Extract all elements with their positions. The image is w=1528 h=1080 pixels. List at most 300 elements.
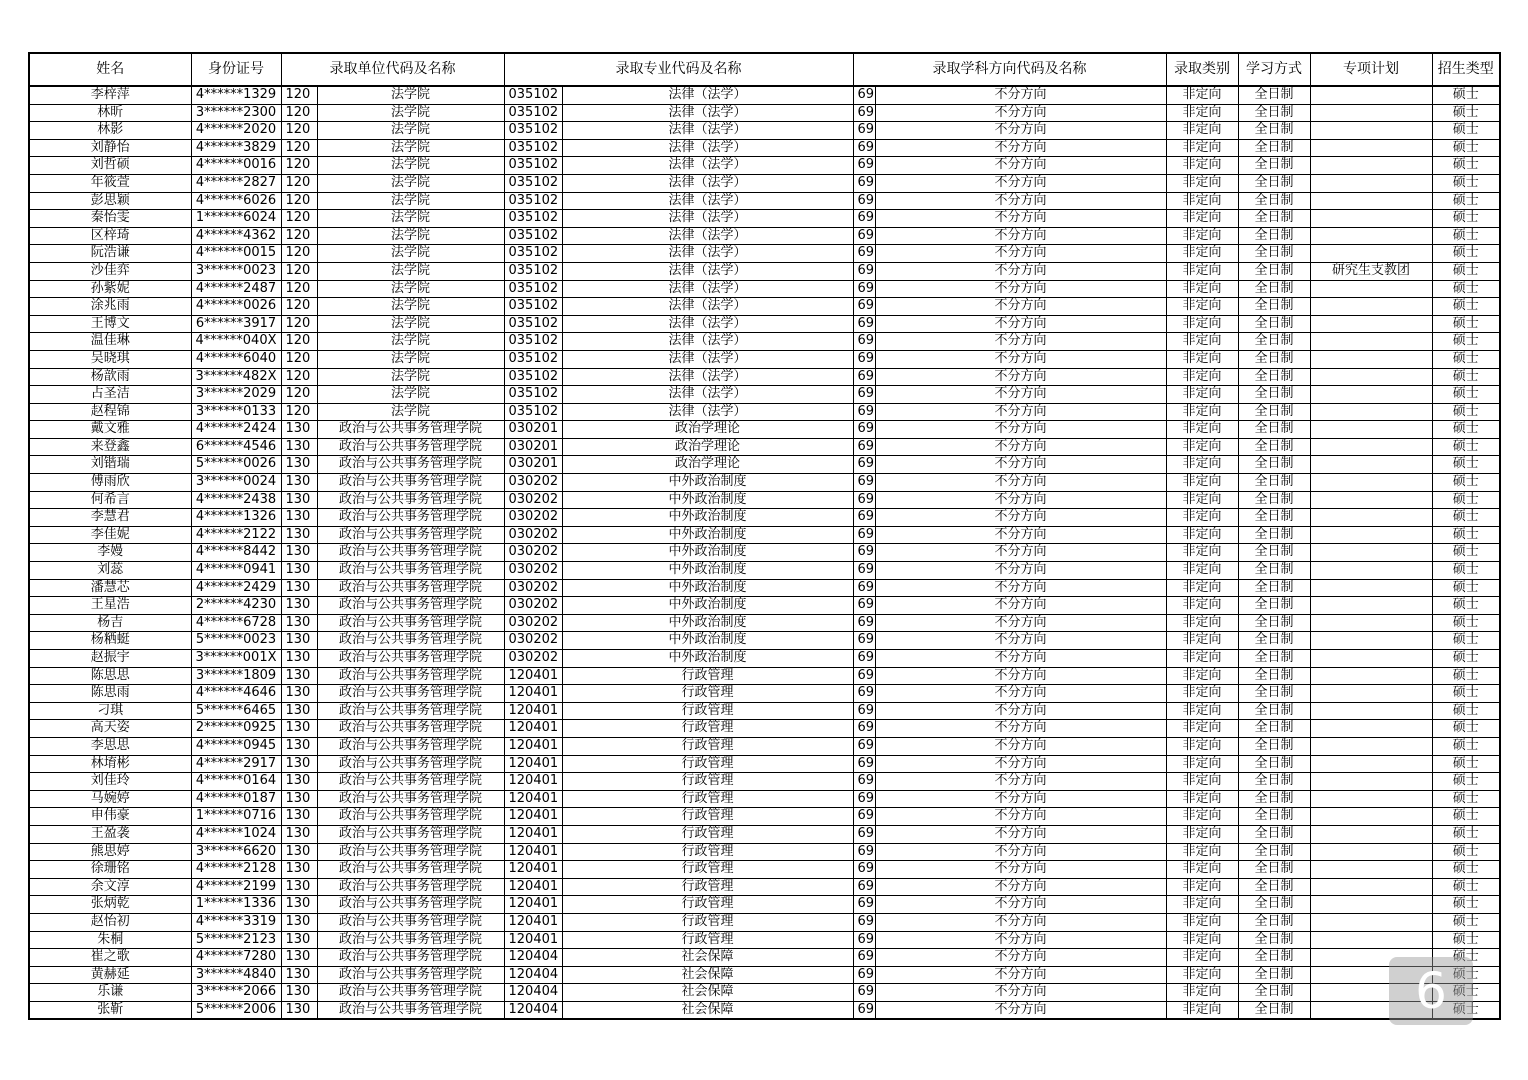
cell-major-name: 法律（法学） [562, 122, 853, 140]
cell-category: 非定向 [1166, 773, 1238, 791]
cell-major-code: 030201 [504, 421, 562, 439]
cell-major-code: 035102 [504, 245, 562, 263]
cell-unit-code: 130 [281, 526, 317, 544]
cell-unit-code: 120 [281, 333, 317, 351]
cell-major-code: 035102 [504, 227, 562, 245]
cell-mode: 全日制 [1238, 403, 1310, 421]
cell-id: 4******6728 [191, 614, 281, 632]
cell-id: 3******0024 [191, 474, 281, 492]
cell-category: 非定向 [1166, 790, 1238, 808]
cell-direction-name: 不分方向 [875, 597, 1166, 615]
cell-major-name: 法律（法学） [562, 104, 853, 122]
cell-direction-name: 不分方向 [875, 386, 1166, 404]
cell-unit-code: 120 [281, 174, 317, 192]
cell-direction-name: 不分方向 [875, 298, 1166, 316]
cell-type: 硕士 [1432, 474, 1500, 492]
table-row [29, 298, 1500, 316]
table-row [29, 526, 1500, 544]
cell-type: 硕士 [1432, 421, 1500, 439]
cell-unit-name: 政治与公共事务管理学院 [317, 667, 504, 685]
cell-direction-name: 不分方向 [875, 896, 1166, 914]
cell-major-name: 法律（法学） [562, 333, 853, 351]
cell-name: 孙紫妮 [29, 280, 191, 298]
cell-type: 硕士 [1432, 737, 1500, 755]
cell-id: 3******6620 [191, 843, 281, 861]
cell-major-code: 120401 [504, 737, 562, 755]
cell-special [1310, 808, 1432, 826]
cell-mode: 全日制 [1238, 227, 1310, 245]
cell-name: 彭思颖 [29, 192, 191, 210]
cell-unit-code: 130 [281, 808, 317, 826]
cell-direction-code: 69 [853, 368, 875, 386]
cell-major-code: 120404 [504, 1001, 562, 1019]
cell-major-name: 中外政治制度 [562, 544, 853, 562]
cell-unit-code: 130 [281, 843, 317, 861]
cell-unit-code: 120 [281, 298, 317, 316]
cell-special [1310, 931, 1432, 949]
cell-direction-name: 不分方向 [875, 262, 1166, 280]
cell-mode: 全日制 [1238, 262, 1310, 280]
cell-id: 4******3829 [191, 139, 281, 157]
cell-direction-code: 69 [853, 438, 875, 456]
header-id: 身份证号 [191, 53, 281, 86]
table-row [29, 210, 1500, 228]
cell-unit-code: 120 [281, 104, 317, 122]
cell-name: 占圣洁 [29, 386, 191, 404]
header-major: 录取专业代码及名称 [504, 53, 853, 86]
cell-direction-code: 69 [853, 386, 875, 404]
cell-direction-code: 69 [853, 650, 875, 668]
cell-type: 硕士 [1432, 843, 1500, 861]
cell-major-code: 035102 [504, 315, 562, 333]
cell-unit-name: 政治与公共事务管理学院 [317, 702, 504, 720]
cell-unit-name: 法学院 [317, 403, 504, 421]
cell-unit-code: 130 [281, 896, 317, 914]
cell-type: 硕士 [1432, 896, 1500, 914]
cell-direction-code: 69 [853, 192, 875, 210]
table-row [29, 280, 1500, 298]
cell-mode: 全日制 [1238, 350, 1310, 368]
cell-major-code: 035102 [504, 403, 562, 421]
cell-name: 林影 [29, 122, 191, 140]
cell-mode: 全日制 [1238, 702, 1310, 720]
cell-major-name: 行政管理 [562, 702, 853, 720]
cell-mode: 全日制 [1238, 632, 1310, 650]
cell-unit-name: 政治与公共事务管理学院 [317, 456, 504, 474]
table-row [29, 597, 1500, 615]
cell-direction-code: 69 [853, 315, 875, 333]
cell-mode: 全日制 [1238, 808, 1310, 826]
cell-unit-name: 政治与公共事务管理学院 [317, 526, 504, 544]
table-row [29, 438, 1500, 456]
cell-special [1310, 720, 1432, 738]
cell-unit-code: 130 [281, 509, 317, 527]
table-row [29, 350, 1500, 368]
cell-major-code: 035102 [504, 298, 562, 316]
table-row [29, 262, 1500, 280]
cell-type: 硕士 [1432, 280, 1500, 298]
cell-major-code: 035102 [504, 280, 562, 298]
cell-id: 5******2123 [191, 931, 281, 949]
cell-unit-name: 法学院 [317, 315, 504, 333]
cell-direction-code: 69 [853, 474, 875, 492]
cell-id: 2******4230 [191, 597, 281, 615]
cell-name: 秦怡雯 [29, 210, 191, 228]
cell-id: 4******040X [191, 333, 281, 351]
cell-type: 硕士 [1432, 509, 1500, 527]
cell-major-name: 行政管理 [562, 843, 853, 861]
cell-mode: 全日制 [1238, 438, 1310, 456]
cell-id: 4******2438 [191, 491, 281, 509]
cell-type: 硕士 [1432, 773, 1500, 791]
cell-name: 杨粞蜓 [29, 632, 191, 650]
cell-direction-code: 69 [853, 949, 875, 967]
cell-name: 余文淳 [29, 878, 191, 896]
cell-unit-code: 130 [281, 773, 317, 791]
cell-major-code: 120401 [504, 931, 562, 949]
cell-direction-name: 不分方向 [875, 667, 1166, 685]
cell-direction-name: 不分方向 [875, 421, 1166, 439]
cell-type: 硕士 [1432, 438, 1500, 456]
table-row [29, 192, 1500, 210]
cell-unit-code: 130 [281, 702, 317, 720]
cell-name: 李慧君 [29, 509, 191, 527]
cell-type: 硕士 [1432, 790, 1500, 808]
cell-type: 硕士 [1432, 386, 1500, 404]
cell-category: 非定向 [1166, 861, 1238, 879]
header-row [29, 53, 1500, 86]
cell-id: 3******0023 [191, 262, 281, 280]
cell-major-name: 社会保障 [562, 984, 853, 1002]
cell-unit-code: 130 [281, 632, 317, 650]
cell-unit-name: 政治与公共事务管理学院 [317, 755, 504, 773]
cell-major-code: 120404 [504, 949, 562, 967]
table-row [29, 315, 1500, 333]
cell-mode: 全日制 [1238, 491, 1310, 509]
cell-type: 硕士 [1432, 210, 1500, 228]
cell-special [1310, 597, 1432, 615]
cell-id: 3******1809 [191, 667, 281, 685]
cell-type: 硕士 [1432, 526, 1500, 544]
cell-name: 涂兆雨 [29, 298, 191, 316]
cell-category: 非定向 [1166, 562, 1238, 580]
cell-id: 3******2066 [191, 984, 281, 1002]
cell-unit-code: 130 [281, 667, 317, 685]
cell-category: 非定向 [1166, 720, 1238, 738]
cell-special [1310, 667, 1432, 685]
table-row [29, 104, 1500, 122]
cell-id: 4******2020 [191, 122, 281, 140]
cell-category: 非定向 [1166, 280, 1238, 298]
cell-major-name: 中外政治制度 [562, 526, 853, 544]
cell-major-name: 法律（法学） [562, 227, 853, 245]
cell-type: 硕士 [1432, 122, 1500, 140]
table-row [29, 456, 1500, 474]
table-row [29, 544, 1500, 562]
cell-major-code: 030202 [504, 632, 562, 650]
cell-unit-code: 130 [281, 614, 317, 632]
cell-direction-code: 69 [853, 966, 875, 984]
cell-major-name: 行政管理 [562, 861, 853, 879]
table-row [29, 685, 1500, 703]
cell-unit-code: 120 [281, 386, 317, 404]
cell-direction-name: 不分方向 [875, 913, 1166, 931]
cell-major-name: 政治学理论 [562, 421, 853, 439]
cell-direction-code: 69 [853, 104, 875, 122]
cell-direction-code: 69 [853, 333, 875, 351]
cell-unit-code: 130 [281, 737, 317, 755]
cell-special [1310, 825, 1432, 843]
cell-direction-name: 不分方向 [875, 825, 1166, 843]
cell-name: 杨吉 [29, 614, 191, 632]
table-row [29, 174, 1500, 192]
cell-special [1310, 403, 1432, 421]
cell-mode: 全日制 [1238, 139, 1310, 157]
cell-name: 戴文雅 [29, 421, 191, 439]
cell-direction-code: 69 [853, 227, 875, 245]
cell-category: 非定向 [1166, 298, 1238, 316]
cell-category: 非定向 [1166, 526, 1238, 544]
cell-unit-name: 法学院 [317, 262, 504, 280]
cell-unit-code: 130 [281, 984, 317, 1002]
header-special: 专项计划 [1310, 53, 1432, 86]
cell-special [1310, 685, 1432, 703]
cell-major-name: 法律（法学） [562, 245, 853, 263]
cell-direction-name: 不分方向 [875, 456, 1166, 474]
cell-name: 赵振宇 [29, 650, 191, 668]
cell-name: 王星浩 [29, 597, 191, 615]
cell-direction-code: 69 [853, 139, 875, 157]
cell-mode: 全日制 [1238, 825, 1310, 843]
cell-direction-name: 不分方向 [875, 861, 1166, 879]
cell-category: 非定向 [1166, 139, 1238, 157]
cell-direction-code: 69 [853, 262, 875, 280]
cell-mode: 全日制 [1238, 210, 1310, 228]
table-row [29, 139, 1500, 157]
cell-unit-name: 政治与公共事务管理学院 [317, 896, 504, 914]
cell-category: 非定向 [1166, 913, 1238, 931]
cell-category: 非定向 [1166, 86, 1238, 104]
cell-id: 4******0187 [191, 790, 281, 808]
cell-id: 1******1336 [191, 896, 281, 914]
cell-major-code: 035102 [504, 192, 562, 210]
cell-special [1310, 139, 1432, 157]
cell-unit-code: 130 [281, 878, 317, 896]
cell-special [1310, 350, 1432, 368]
cell-unit-code: 130 [281, 650, 317, 668]
cell-mode: 全日制 [1238, 737, 1310, 755]
cell-category: 非定向 [1166, 650, 1238, 668]
cell-major-name: 中外政治制度 [562, 579, 853, 597]
cell-direction-name: 不分方向 [875, 227, 1166, 245]
cell-major-name: 中外政治制度 [562, 650, 853, 668]
cell-major-code: 120401 [504, 685, 562, 703]
cell-type: 硕士 [1432, 544, 1500, 562]
cell-special [1310, 104, 1432, 122]
cell-unit-name: 法学院 [317, 368, 504, 386]
cell-id: 4******1024 [191, 825, 281, 843]
cell-id: 4******1326 [191, 509, 281, 527]
table-row [29, 650, 1500, 668]
cell-category: 非定向 [1166, 755, 1238, 773]
table-row [29, 702, 1500, 720]
cell-unit-code: 130 [281, 421, 317, 439]
cell-name: 潘慧芯 [29, 579, 191, 597]
cell-mode: 全日制 [1238, 474, 1310, 492]
cell-mode: 全日制 [1238, 544, 1310, 562]
cell-unit-name: 政治与公共事务管理学院 [317, 737, 504, 755]
cell-category: 非定向 [1166, 333, 1238, 351]
cell-mode: 全日制 [1238, 579, 1310, 597]
cell-id: 4******4362 [191, 227, 281, 245]
cell-direction-code: 69 [853, 456, 875, 474]
cell-name: 赵程锦 [29, 403, 191, 421]
cell-major-name: 中外政治制度 [562, 509, 853, 527]
cell-mode: 全日制 [1238, 1001, 1310, 1019]
cell-unit-name: 法学院 [317, 157, 504, 175]
cell-special [1310, 773, 1432, 791]
table-row [29, 386, 1500, 404]
cell-special [1310, 737, 1432, 755]
cell-unit-code: 130 [281, 949, 317, 967]
cell-major-name: 政治学理论 [562, 438, 853, 456]
cell-direction-name: 不分方向 [875, 333, 1166, 351]
cell-major-name: 法律（法学） [562, 262, 853, 280]
cell-major-code: 120401 [504, 808, 562, 826]
cell-id: 4******0941 [191, 562, 281, 580]
cell-id: 5******0023 [191, 632, 281, 650]
cell-mode: 全日制 [1238, 174, 1310, 192]
cell-id: 6******4546 [191, 438, 281, 456]
cell-direction-name: 不分方向 [875, 720, 1166, 738]
cell-direction-name: 不分方向 [875, 122, 1166, 140]
cell-major-name: 中外政治制度 [562, 474, 853, 492]
cell-name: 申伟豪 [29, 808, 191, 826]
cell-name: 沙佳弈 [29, 262, 191, 280]
cell-mode: 全日制 [1238, 509, 1310, 527]
cell-category: 非定向 [1166, 245, 1238, 263]
table-row [29, 227, 1500, 245]
cell-direction-code: 69 [853, 350, 875, 368]
cell-id: 2******0925 [191, 720, 281, 738]
cell-mode: 全日制 [1238, 526, 1310, 544]
cell-id: 4******2122 [191, 526, 281, 544]
cell-major-code: 120401 [504, 667, 562, 685]
cell-category: 非定向 [1166, 808, 1238, 826]
table-row [29, 931, 1500, 949]
cell-major-code: 030202 [504, 509, 562, 527]
cell-major-code: 120401 [504, 790, 562, 808]
cell-category: 非定向 [1166, 685, 1238, 703]
cell-mode: 全日制 [1238, 931, 1310, 949]
cell-unit-code: 120 [281, 280, 317, 298]
cell-direction-code: 69 [853, 720, 875, 738]
cell-unit-name: 法学院 [317, 227, 504, 245]
cell-unit-code: 120 [281, 210, 317, 228]
cell-type: 硕士 [1432, 192, 1500, 210]
cell-id: 5******6465 [191, 702, 281, 720]
cell-category: 非定向 [1166, 368, 1238, 386]
cell-direction-code: 69 [853, 861, 875, 879]
cell-unit-code: 130 [281, 491, 317, 509]
cell-major-name: 法律（法学） [562, 368, 853, 386]
cell-major-name: 政治学理论 [562, 456, 853, 474]
cell-major-code: 035102 [504, 174, 562, 192]
page-number-badge: 6 [1389, 957, 1473, 1025]
cell-id: 4******0015 [191, 245, 281, 263]
cell-major-code: 035102 [504, 333, 562, 351]
cell-direction-code: 69 [853, 597, 875, 615]
cell-special [1310, 227, 1432, 245]
cell-type: 硕士 [1432, 139, 1500, 157]
table-row [29, 491, 1500, 509]
cell-mode: 全日制 [1238, 720, 1310, 738]
cell-direction-code: 69 [853, 825, 875, 843]
cell-type: 硕士 [1432, 632, 1500, 650]
cell-id: 3******482X [191, 368, 281, 386]
table-row [29, 755, 1500, 773]
cell-id: 4******2827 [191, 174, 281, 192]
cell-major-name: 行政管理 [562, 790, 853, 808]
cell-major-code: 120401 [504, 702, 562, 720]
cell-major-code: 035102 [504, 122, 562, 140]
cell-unit-name: 法学院 [317, 333, 504, 351]
cell-direction-code: 69 [853, 984, 875, 1002]
cell-major-code: 030202 [504, 597, 562, 615]
cell-major-name: 法律（法学） [562, 280, 853, 298]
cell-category: 非定向 [1166, 350, 1238, 368]
cell-category: 非定向 [1166, 614, 1238, 632]
cell-type: 硕士 [1432, 562, 1500, 580]
cell-name: 傅雨欣 [29, 474, 191, 492]
cell-direction-name: 不分方向 [875, 210, 1166, 228]
cell-unit-name: 政治与公共事务管理学院 [317, 808, 504, 826]
cell-special [1310, 702, 1432, 720]
cell-direction-code: 69 [853, 896, 875, 914]
cell-unit-name: 法学院 [317, 298, 504, 316]
cell-major-code: 120404 [504, 984, 562, 1002]
cell-direction-name: 不分方向 [875, 614, 1166, 632]
cell-unit-name: 法学院 [317, 174, 504, 192]
cell-mode: 全日制 [1238, 861, 1310, 879]
cell-mode: 全日制 [1238, 614, 1310, 632]
cell-category: 非定向 [1166, 421, 1238, 439]
cell-unit-name: 法学院 [317, 280, 504, 298]
cell-name: 赵怡初 [29, 913, 191, 931]
cell-unit-name: 政治与公共事务管理学院 [317, 544, 504, 562]
cell-direction-name: 不分方向 [875, 579, 1166, 597]
cell-name: 张炳乾 [29, 896, 191, 914]
table-row [29, 773, 1500, 791]
cell-category: 非定向 [1166, 896, 1238, 914]
cell-unit-name: 法学院 [317, 350, 504, 368]
cell-major-name: 中外政治制度 [562, 491, 853, 509]
cell-type: 硕士 [1432, 368, 1500, 386]
cell-category: 非定向 [1166, 386, 1238, 404]
cell-category: 非定向 [1166, 509, 1238, 527]
cell-name: 林昕 [29, 104, 191, 122]
cell-unit-name: 政治与公共事务管理学院 [317, 474, 504, 492]
cell-direction-name: 不分方向 [875, 984, 1166, 1002]
cell-unit-name: 政治与公共事务管理学院 [317, 861, 504, 879]
cell-major-name: 行政管理 [562, 720, 853, 738]
cell-type: 硕士 [1432, 491, 1500, 509]
cell-unit-name: 政治与公共事务管理学院 [317, 562, 504, 580]
cell-direction-code: 69 [853, 298, 875, 316]
cell-mode: 全日制 [1238, 421, 1310, 439]
cell-special [1310, 650, 1432, 668]
cell-id: 4******0016 [191, 157, 281, 175]
